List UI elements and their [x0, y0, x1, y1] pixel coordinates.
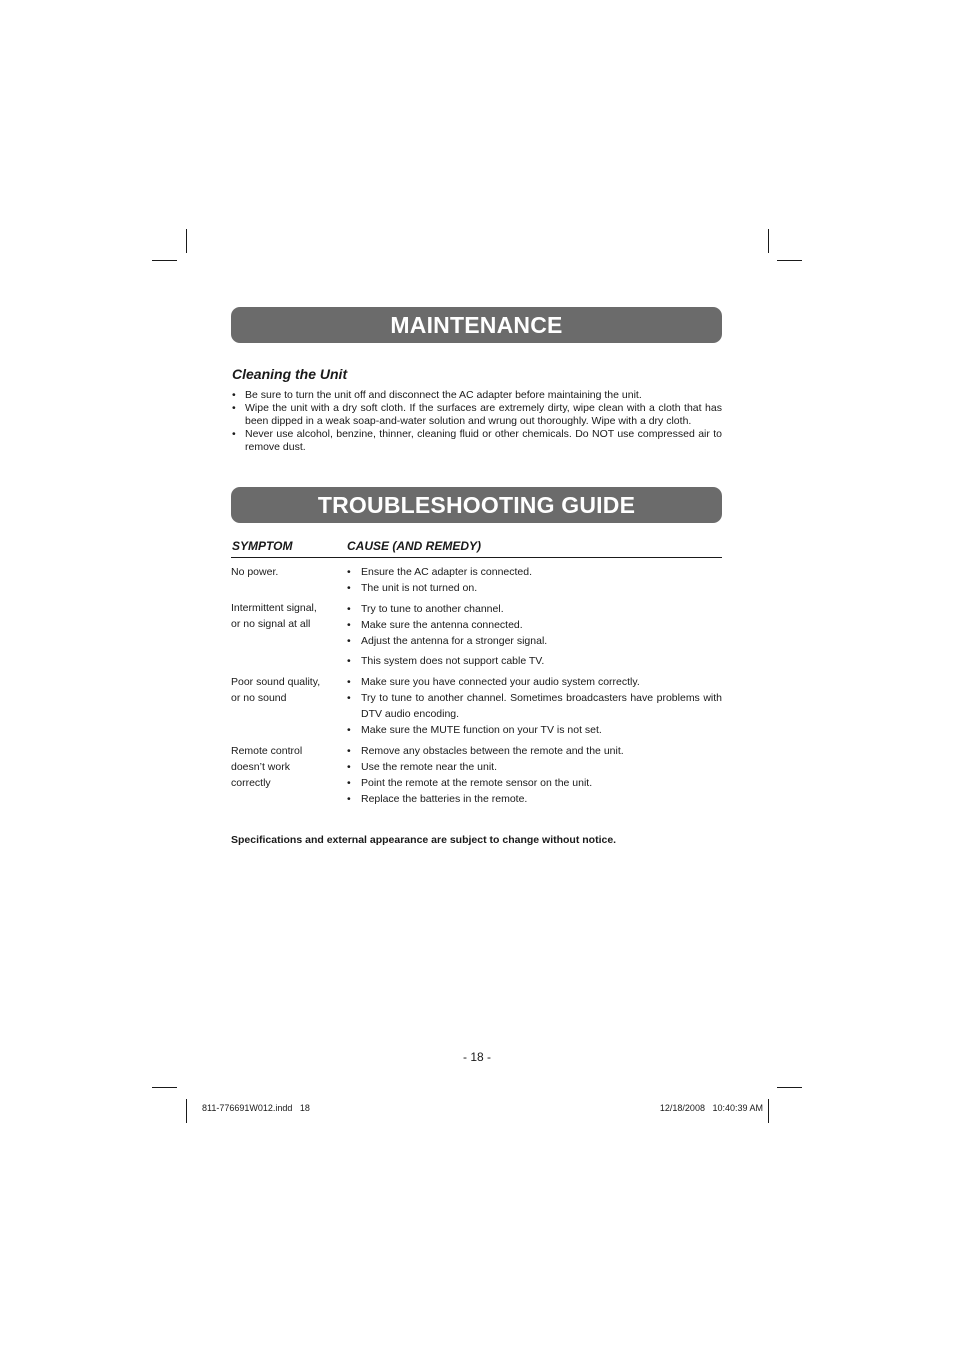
crop-mark-top-right-horizontal — [777, 260, 802, 261]
symptom-line: doesn’t work — [231, 761, 290, 773]
cause-text: Point the remote at the remote sensor on the unit. — [361, 777, 593, 789]
maintenance-bullet-text: Be sure to turn the unit off and disconnect the AC adapter before maintaining the unit. — [245, 389, 642, 401]
symptom-line: or no signal at all — [231, 618, 311, 630]
bullet-icon: • — [232, 402, 236, 414]
crop-mark-top-left-horizontal — [152, 260, 177, 261]
bullet-icon: • — [347, 692, 351, 704]
bullet-icon: • — [347, 635, 351, 647]
cause-item — [346, 743, 722, 759]
symptom-cell — [231, 564, 341, 580]
cause-item — [346, 653, 722, 669]
bullet-icon: • — [347, 582, 351, 594]
bullet-icon: • — [347, 745, 351, 757]
crop-mark-bottom-right-vertical — [768, 1099, 769, 1123]
bullet-icon: • — [347, 777, 351, 789]
bullet-icon: • — [232, 389, 236, 401]
bullet-icon: • — [347, 761, 351, 773]
cause-list — [346, 601, 722, 669]
symptom-cell — [231, 674, 341, 706]
symptom-line: Remote control — [231, 745, 303, 757]
cause-text: Try to tune to another channel. Sometimes broadcasters have problems with DTV audio encoding. — [361, 692, 722, 720]
cause-list — [346, 674, 722, 738]
bullet-icon: • — [347, 566, 351, 578]
bullet-icon: • — [347, 676, 351, 688]
footer-file-name: 811-776691W012.indd 18 — [202, 1103, 310, 1113]
bullet-icon: • — [347, 619, 351, 631]
cause-list — [346, 564, 722, 596]
maintenance-bullet-list — [231, 389, 722, 454]
symptom-cell — [231, 600, 341, 632]
footer-timestamp: 12/18/2008 10:40:39 AM — [659, 1103, 763, 1113]
cause-text: Replace the batteries in the remote. — [361, 793, 528, 805]
cause-item — [346, 674, 722, 690]
maintenance-title: MAINTENANCE — [390, 311, 563, 338]
cause-item — [346, 690, 722, 722]
crop-mark-bottom-left-vertical — [186, 1099, 187, 1123]
cleaning-subtitle: Cleaning the Unit — [232, 366, 348, 382]
troubleshooting-banner — [231, 487, 722, 523]
crop-mark-top-left-vertical — [186, 229, 187, 253]
cause-item — [346, 759, 722, 775]
cause-text: This system does not support cable TV. — [361, 655, 545, 667]
symptom-cell — [231, 743, 341, 791]
crop-mark-bottom-left-horizontal — [152, 1087, 177, 1088]
maintenance-bullet-text: Wipe the unit with a dry soft cloth. If the surfaces are extremely dirty, wipe clean with a cloth that has been dipped in a weak soap-and-water solution and wrung out thoroughly. Wipe with a dry cloth. — [245, 402, 722, 427]
symptom-line: correctly — [231, 777, 271, 789]
troubleshooting-title: TROUBLESHOOTING GUIDE — [317, 491, 636, 518]
specifications-notice: Specifications and external appearance are subject to change without notice. — [231, 834, 617, 846]
page-number: - 18 - — [462, 1050, 491, 1064]
cause-text: Remove any obstacles between the remote and the unit. — [361, 745, 624, 757]
cause-item — [346, 775, 722, 791]
bullet-icon: • — [347, 793, 351, 805]
cause-item — [346, 564, 722, 580]
cause-text: Make sure you have connected your audio system correctly. — [361, 676, 640, 688]
symptom-line: or no sound — [231, 692, 287, 704]
crop-mark-top-right-vertical — [768, 229, 769, 253]
cause-item — [346, 617, 722, 633]
cause-text: The unit is not turned on. — [361, 582, 478, 594]
bullet-icon: • — [347, 724, 351, 736]
bullet-icon: • — [232, 428, 236, 440]
cause-text: Try to tune to another channel. — [361, 603, 504, 615]
header-rule — [231, 557, 722, 558]
maintenance-bullet — [231, 428, 722, 454]
cause-item — [346, 633, 722, 649]
cause-text: Make sure the antenna connected. — [361, 619, 523, 631]
cause-text: Adjust the antenna for a stronger signal. — [361, 635, 548, 647]
bullet-icon: • — [347, 603, 351, 615]
maintenance-bullet — [231, 402, 722, 428]
symptom-column-header: SYMPTOM — [232, 539, 293, 553]
cause-list — [346, 743, 722, 807]
bullet-icon: • — [347, 655, 351, 667]
maintenance-banner — [231, 307, 722, 343]
symptom-line: No power. — [231, 566, 279, 578]
cause-item — [346, 601, 722, 617]
cause-item — [346, 791, 722, 807]
cause-column-header: CAUSE (AND REMEDY) — [347, 539, 482, 553]
symptom-line: Intermittent signal, — [231, 602, 317, 614]
crop-mark-bottom-right-horizontal — [777, 1087, 802, 1088]
maintenance-bullet — [231, 389, 722, 402]
symptom-line: Poor sound quality, — [231, 676, 321, 688]
maintenance-bullet-text: Never use alcohol, benzine, thinner, cleaning fluid or other chemicals. Do NOT use compressed air to remove dust. — [245, 428, 722, 453]
cause-text: Use the remote near the unit. — [361, 761, 497, 773]
cause-text: Make sure the MUTE function on your TV is not set. — [361, 724, 602, 736]
cause-item — [346, 580, 722, 596]
cause-item — [346, 722, 722, 738]
cause-text: Ensure the AC adapter is connected. — [361, 566, 533, 578]
